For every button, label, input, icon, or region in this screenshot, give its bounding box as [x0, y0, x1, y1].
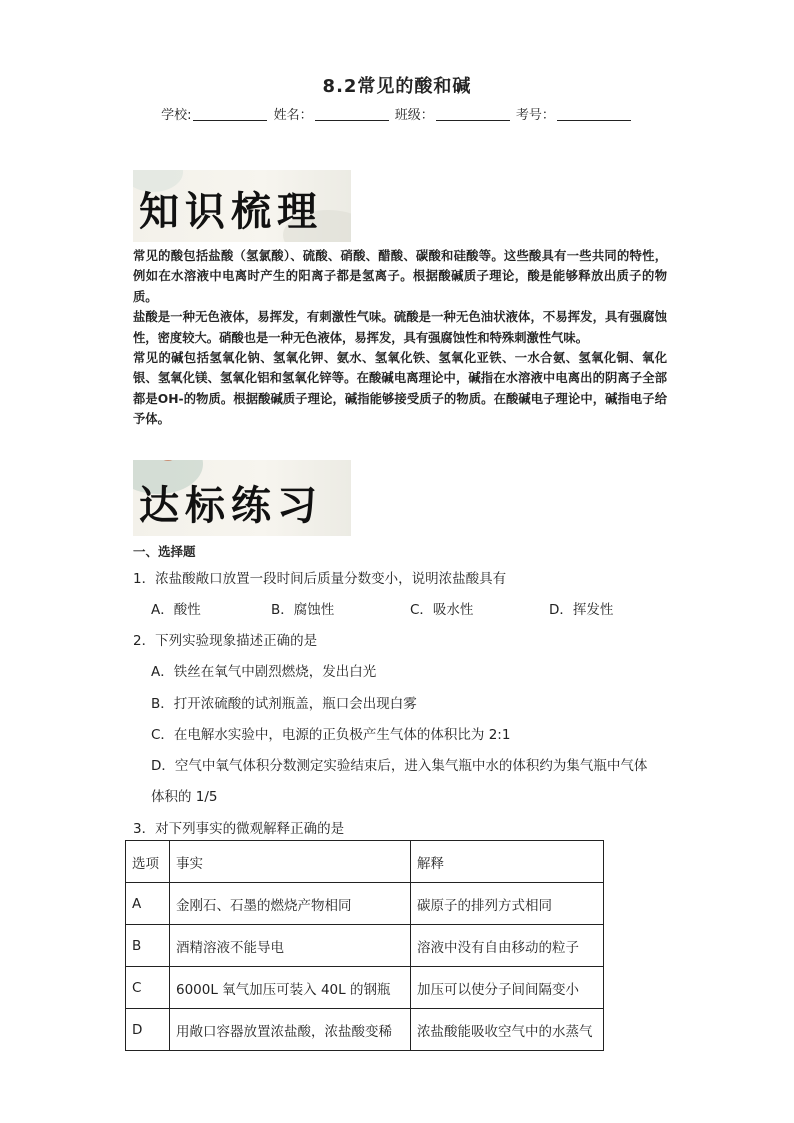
table-cell: 金刚石、石墨的燃烧产物相同	[170, 883, 411, 925]
practice-banner	[133, 460, 351, 536]
name-blank	[315, 120, 389, 121]
table-row	[126, 925, 604, 967]
q2-option-b[interactable]: B．打开浓硫酸的试剂瓶盖，瓶口会出现白雾	[151, 696, 417, 712]
table-header-cell: 事实	[170, 841, 411, 883]
knowledge-paragraph: 常见的酸包括盐酸（氢氯酸）、硫酸、硝酸、醋酸、碳酸和硅酸等。这些酸具有一些共同的特性，例如在水溶液中电离时产生的阳离子都是氢离子。根据酸碱质子理论，酸是能够释放出质子的物质。	[133, 249, 667, 304]
page-title: 8.2常见的酸和碱	[322, 76, 472, 97]
table-row	[126, 1009, 604, 1051]
knowledge-banner-text: 知识梳理	[139, 188, 323, 235]
q1-option-c[interactable]: C．吸水性	[410, 602, 474, 618]
question-1-stem: 1．浓盐酸敞口放置一段时间后质量分数变小，说明浓盐酸具有	[133, 571, 507, 587]
id-blank	[557, 120, 631, 121]
table-cell: 酒精溶液不能导电	[170, 925, 411, 967]
table-cell: 用敞口容器放置浓盐酸，浓盐酸变稀	[170, 1009, 411, 1051]
table-cell: 加压可以使分子间间隔变小	[411, 967, 604, 1009]
class-blank	[436, 120, 510, 121]
table-header-cell: 选项	[126, 841, 170, 883]
table-cell: A	[126, 883, 170, 925]
q1-option-d[interactable]: D．挥发性	[549, 602, 614, 618]
name-label: 姓名：	[273, 108, 313, 123]
table-cell: 碳原子的排列方式相同	[411, 883, 604, 925]
q3-table	[125, 840, 604, 1051]
id-label: 考号：	[515, 108, 555, 123]
table-cell: C	[126, 967, 170, 1009]
table-cell: D	[126, 1009, 170, 1051]
student-info-line	[0, 104, 794, 123]
q2-option-a[interactable]: A．铁丝在氧气中剧烈燃烧，发出白光	[151, 664, 377, 680]
knowledge-paragraph: 常见的碱包括氢氧化钠、氢氧化钾、氨水、氢氧化铁、氢氧化亚铁、一水合氨、氢氧化铜、氧化银、氢氧化镁、氢氧化铝和氢氧化锌等。在酸碱电离理论中，碱指在水溶液中电离出的阴离子全部都是OH-的物质。根据酸碱质子理论，碱指能够接受质子的物质。在酸碱电子理论中，碱指电子给予体。	[133, 351, 667, 427]
table-row	[126, 883, 604, 925]
knowledge-paragraph: 盐酸是一种无色液体，易挥发，有刺激性气味。硫酸是一种无色油状液体，不易挥发，具有强腐蚀性，密度较大。硝酸也是一种无色液体，易挥发，具有强腐蚀性和特殊刺激性气味。	[133, 310, 667, 345]
school-blank	[193, 120, 267, 121]
table-header-cell: 解释	[411, 841, 604, 883]
table-cell: 溶液中没有自由移动的粒子	[411, 925, 604, 967]
table-cell: 浓盐酸能吸收空气中的水蒸气	[411, 1009, 604, 1051]
table-cell: 6000L 氧气加压可装入 40L 的钢瓶	[170, 967, 411, 1009]
school-label: 学校:	[161, 108, 192, 123]
q1-option-b[interactable]: B．腐蚀性	[271, 602, 335, 618]
question-2-stem: 2．下列实验现象描述正确的是	[133, 633, 318, 649]
class-label: 班级：	[394, 108, 434, 123]
table-cell: B	[126, 925, 170, 967]
q2-option-d-continued: 体积的 1/5	[151, 789, 218, 805]
knowledge-content	[133, 246, 667, 430]
knowledge-banner	[133, 170, 351, 242]
table-header-row	[126, 841, 604, 883]
q1-option-a[interactable]: A．酸性	[151, 602, 201, 618]
practice-banner-text: 达标练习	[139, 482, 323, 529]
table-row	[126, 967, 604, 1009]
q2-option-d[interactable]: D．空气中氧气体积分数测定实验结束后，进入集气瓶中水的体积约为集气瓶中气体	[151, 758, 648, 774]
section-title: 一、选择题	[133, 544, 196, 559]
q2-option-c[interactable]: C．在电解水实验中，电源的正负极产生气体的体积比为 2:1	[151, 727, 511, 743]
question-3-stem: 3．对下列事实的微观解释正确的是	[133, 821, 345, 837]
